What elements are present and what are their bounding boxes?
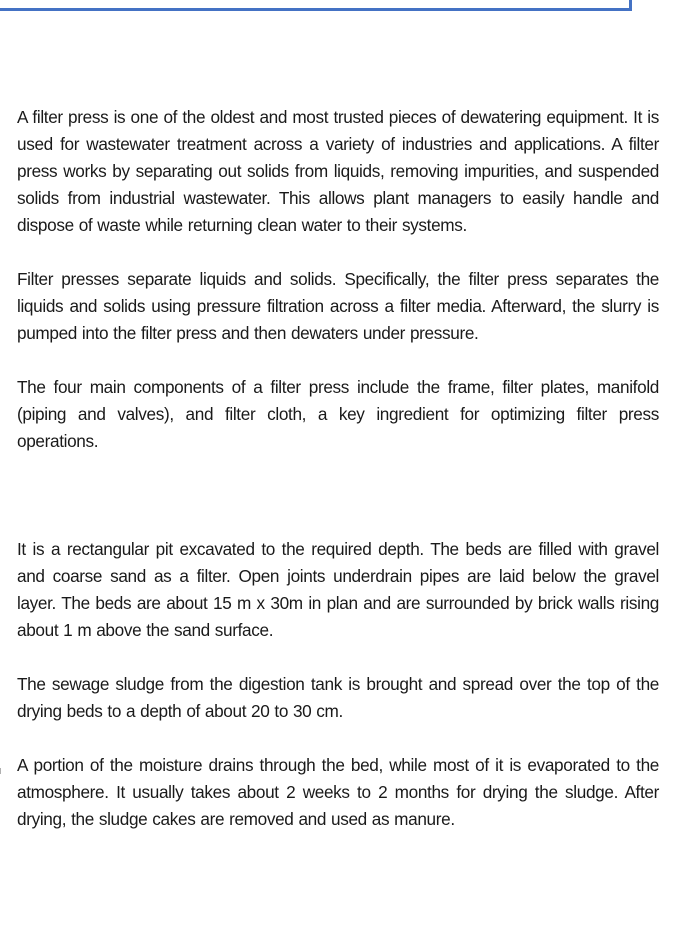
paragraph-spacer xyxy=(17,644,659,671)
paragraph-spacer xyxy=(17,239,659,266)
blue-text-box-frame xyxy=(0,0,632,11)
paragraph-filter-press-components: The four main components of a filter press include the frame, filter plates, manifold (piping and valves), and filter cloth, a key ingredient for optimizing filter press operations. xyxy=(17,377,659,451)
paragraph-drying-bed-description: It is a rectangular pit excavated to the required depth. The beds are filled with gravel and coarse sand as a filter. Open joints underdrain pipes are laid below the gravel layer. The beds are about 15 m x 30m in plan and are surrounded by brick walls rising about 1 m above the sand surface. xyxy=(17,539,659,640)
page-edge-mark xyxy=(0,768,1,774)
paragraph-sludge-spreading: The sewage sludge from the digestion tank is brought and spread over the top of the drying beds to a depth of about 20 to 30 cm. xyxy=(17,674,659,721)
document-body xyxy=(17,104,659,833)
paragraph-spacer xyxy=(17,347,659,374)
paragraph-sludge-drying: A portion of the moisture drains through the bed, while most of it is evaporated to the atmosphere. It usually takes about 2 weeks to 2 months for drying the sludge. After drying, the sludge cakes are removed and used as manure. xyxy=(17,755,659,829)
paragraph-filter-press-intro: A filter press is one of the oldest and most trusted pieces of dewatering equipment. It is used for wastewater treatment across a variety of industries and applications. A filter press works by separating out solids from liquids, removing impurities, and suspended solids from industrial wastewater. This allows plant managers to easily handle and dispose of waste while returning clean water to their systems. xyxy=(17,107,659,235)
section-spacer xyxy=(17,455,659,536)
paragraph-spacer xyxy=(17,725,659,752)
paragraph-filter-press-separation: Filter presses separate liquids and solids. Specifically, the filter press separates the liquids and solids using pressure filtration across a filter media. Afterward, the slurry is pumped into the filter press and then dewaters under pressure. xyxy=(17,269,659,343)
